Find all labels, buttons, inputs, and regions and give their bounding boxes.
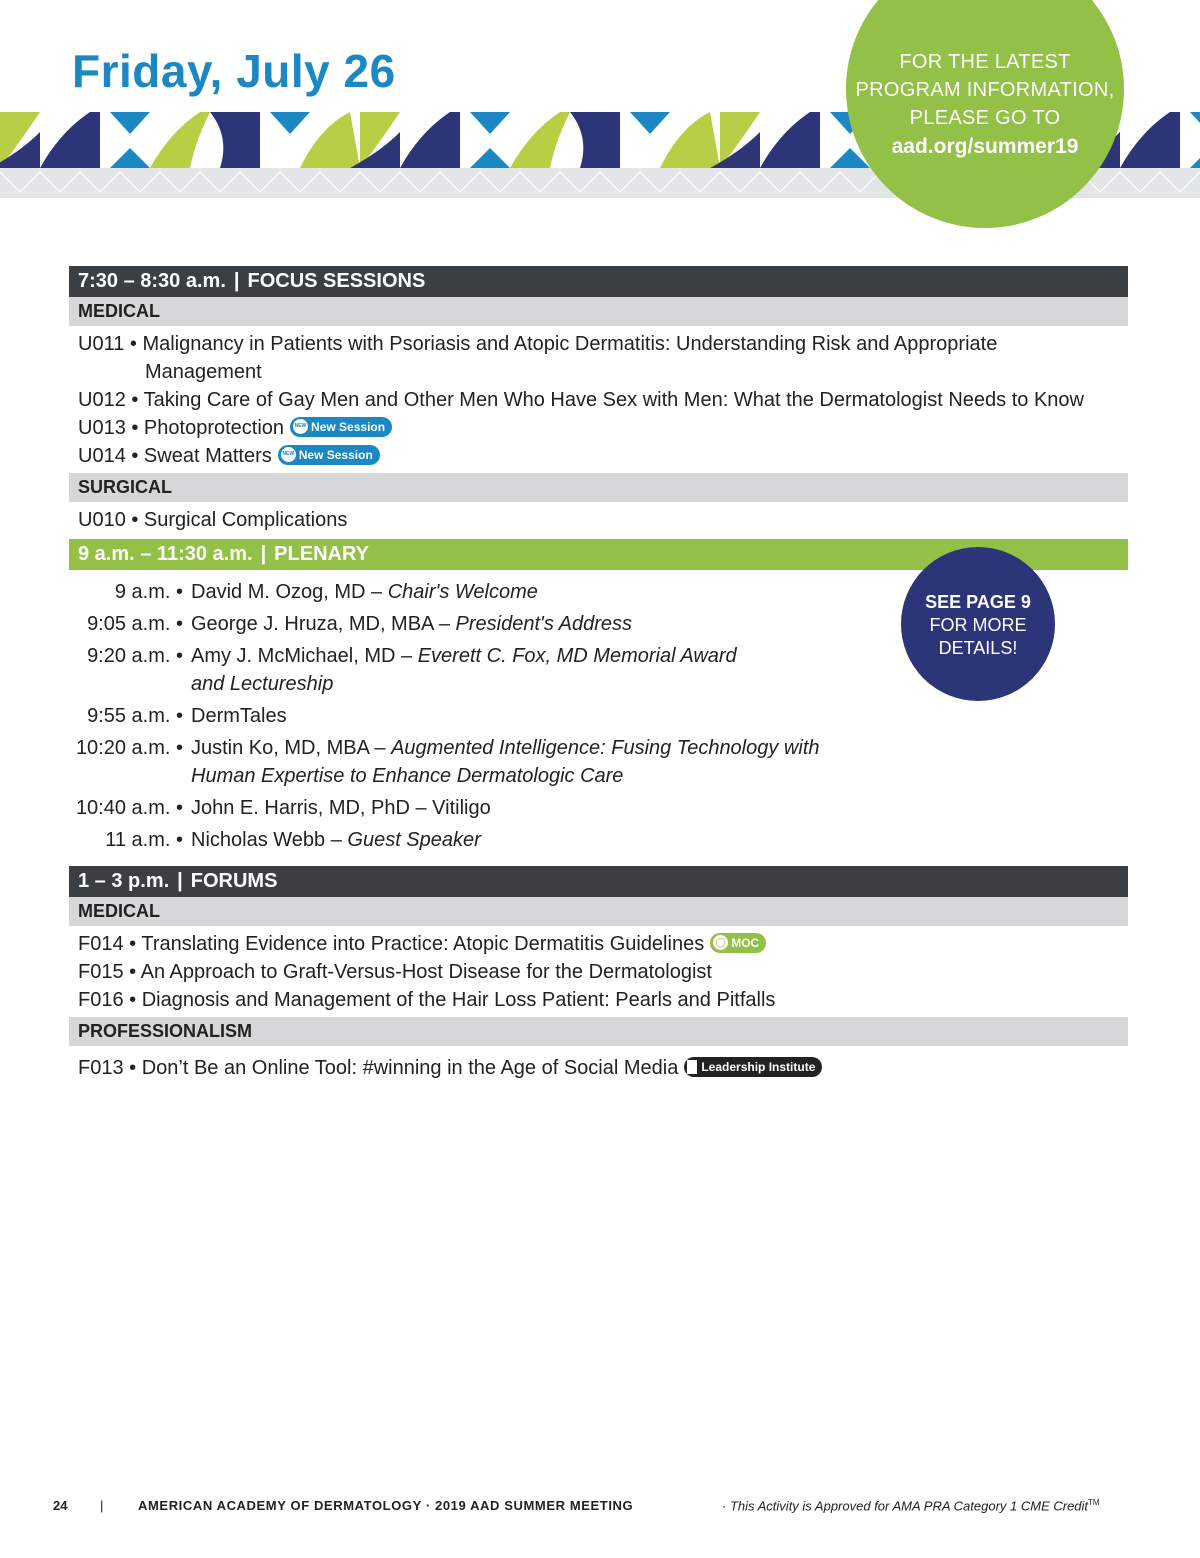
- session-u013-text: U013 • Photoprotection: [78, 417, 285, 439]
- plenary-speaker-6: Nicholas Webb –: [191, 829, 342, 851]
- footer-separator: |: [100, 1498, 104, 1513]
- new-icon: NEW: [281, 447, 296, 462]
- session-u012: U012 • Taking Care of Gay Men and Other Men Who Have Sex with Men: What the Dermatologist Needs to Know: [78, 389, 1084, 411]
- forum-f015: F015 • An Approach to Graft-Versus-Host Disease for the Dermatologist: [78, 961, 712, 983]
- leadership-icon: [687, 1060, 697, 1074]
- forums-professionalism-list: [69, 1046, 1128, 1085]
- see-page-line-3: DETAILS!: [938, 638, 1018, 658]
- leadership-label: Leadership Institute: [701, 1059, 816, 1074]
- forum-f013-text: F013 • Don’t Be an Online Tool: #winning in the Age of Social Media: [78, 1057, 679, 1079]
- plenary-time-4: 10:20 a.m. •: [75, 737, 183, 759]
- plenary-topic-4: Augmented Intelligence: Fusing Technology with Human Expertise to Enhance Dermatologic Care: [191, 737, 820, 787]
- trademark: TM: [1088, 1498, 1100, 1507]
- callout-line-1: FOR THE LATEST: [899, 51, 1071, 73]
- page-title: Friday, July 26: [72, 45, 396, 97]
- plenary-separator: |: [260, 543, 267, 565]
- forums-separator: |: [177, 870, 183, 892]
- callout-line-2: PROGRAM INFORMATION,: [855, 79, 1115, 101]
- session-u014-text: U014 • Sweat Matters: [78, 445, 272, 467]
- leadership-institute-badge: [684, 1057, 822, 1077]
- page-number: 24: [53, 1498, 68, 1513]
- see-page-line-2: FOR MORE: [929, 615, 1027, 635]
- new-session-label: New Session: [298, 447, 373, 462]
- focus-medical-list: [69, 326, 1128, 473]
- session-u011-cont: Management: [145, 361, 262, 383]
- new-session-badge: [278, 445, 380, 465]
- session-u014: [78, 442, 1128, 470]
- focus-name: FOCUS SESSIONS: [247, 270, 426, 292]
- plenary-speaker-5: John E. Harris, MD, PhD – Vitiligo: [191, 797, 491, 819]
- forums-header: [69, 866, 1128, 897]
- plenary-time-2: 9:20 a.m. •: [87, 645, 183, 667]
- plenary-topic-6: Guest Speaker: [347, 829, 481, 851]
- new-icon: NEW: [293, 419, 308, 434]
- callout-line-3: PLEASE GO TO: [909, 107, 1061, 129]
- plenary-time-3: 9:55 a.m. •: [87, 705, 183, 727]
- forums-name: FORUMS: [190, 870, 278, 892]
- focus-surgical-list: [69, 502, 1128, 537]
- forums-medical-list: [69, 926, 1128, 1017]
- focus-medical-label: MEDICAL: [69, 297, 1128, 326]
- plenary-topic-1: President's Address: [455, 613, 633, 635]
- forums-time: 1 – 3 p.m.: [78, 870, 170, 892]
- callout-url[interactable]: aad.org/summer19: [891, 135, 1079, 158]
- moc-icon: ◯: [713, 935, 728, 950]
- footer-cme-note: [722, 1498, 1100, 1513]
- plenary-speaker-3: DermTales: [191, 705, 287, 727]
- forum-f016: F016 • Diagnosis and Management of the Hair Loss Patient: Pearls and Pitfalls: [78, 989, 776, 1011]
- session-u013: [78, 414, 1128, 442]
- plenary-time-6: 11 a.m. •: [105, 829, 183, 851]
- focus-time: 7:30 – 8:30 a.m.: [78, 270, 226, 292]
- focus-sessions-header: [69, 266, 1128, 297]
- plenary-speaker-1: George J. Hruza, MD, MBA –: [191, 613, 450, 635]
- session-u011: [78, 330, 1128, 386]
- moc-label: MOC: [731, 935, 760, 950]
- plenary-time-5: 10:40 a.m. •: [75, 797, 183, 819]
- focus-separator: |: [233, 270, 240, 292]
- session-u011-text: U011 • Malignancy in Patients with Psoriasis and Atopic Dermatitis: Understanding Risk and Appropriate: [78, 333, 998, 355]
- plenary-speaker-2: Amy J. McMichael, MD –: [191, 645, 413, 667]
- forum-f014: [78, 930, 1128, 958]
- plenary-item: [69, 826, 1128, 854]
- plenary-speaker-0: David M. Ozog, MD –: [191, 581, 383, 603]
- plenary-time-0: 9 a.m. •: [114, 581, 183, 603]
- forum-f014-text: F014 • Translating Evidence into Practice: Atopic Dermatitis Guidelines: [78, 933, 705, 955]
- new-session-label: New Session: [311, 419, 386, 434]
- forums-medical-label: MEDICAL: [69, 897, 1128, 926]
- plenary-topic-0: Chair's Welcome: [387, 581, 538, 603]
- plenary-name: PLENARY: [274, 543, 369, 565]
- plenary-item: [69, 734, 1128, 790]
- moc-badge: [710, 933, 766, 953]
- focus-surgical-label: SURGICAL: [69, 473, 1128, 502]
- plenary-speaker-4: Justin Ko, MD, MBA –: [191, 737, 386, 759]
- see-page-line-1: SEE PAGE 9: [925, 592, 1031, 612]
- forum-f013: [78, 1054, 1128, 1082]
- forums-professionalism-label: PROFESSIONALISM: [69, 1017, 1128, 1046]
- plenary-topic-2: Everett C. Fox, MD Memorial Award and Lectureship: [191, 645, 737, 695]
- session-u010: U010 • Surgical Complications: [78, 509, 348, 531]
- plenary-time-1: 9:05 a.m. •: [87, 613, 183, 635]
- plenary-item: [69, 794, 1128, 822]
- footer-organization: AMERICAN ACADEMY OF DERMATOLOGY · 2019 AAD SUMMER MEETING: [138, 1498, 634, 1513]
- plenary-item: [69, 702, 1128, 730]
- plenary-time: 9 a.m. – 11:30 a.m.: [78, 543, 253, 565]
- see-page-badge: [901, 547, 1055, 701]
- new-session-badge: [290, 417, 392, 437]
- cme-text: · This Activity is Approved for AMA PRA Category 1 CME Credit: [722, 1498, 1089, 1514]
